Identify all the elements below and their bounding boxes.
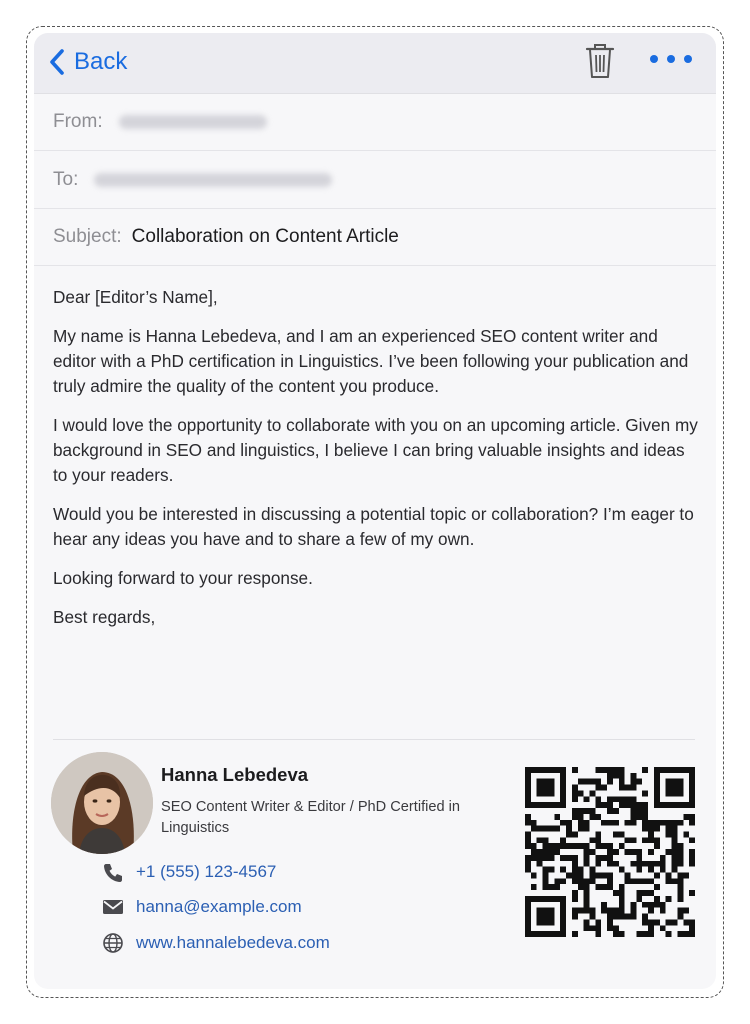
qr-code-icon <box>525 767 695 937</box>
closing-line: Looking forward to your response. <box>53 568 313 588</box>
back-button[interactable] <box>48 45 127 79</box>
signature-divider <box>53 739 695 740</box>
dot-icon <box>650 55 658 63</box>
back-label: Back <box>74 48 128 75</box>
website-link[interactable] <box>102 932 330 954</box>
email-body <box>53 285 703 644</box>
email-address: hanna@example.com <box>136 897 302 916</box>
website-url: www.hannalebedeva.com <box>136 933 330 952</box>
phone-number: +1 (555) 123-4567 <box>136 862 277 881</box>
subject-row <box>34 208 716 266</box>
more-options-button[interactable] <box>650 47 692 71</box>
trash-icon <box>584 42 616 80</box>
phone-icon <box>102 861 124 883</box>
phone-link[interactable] <box>102 861 276 883</box>
from-label: From: <box>53 110 103 132</box>
signature-title: SEO Content Writer & Editor / PhD Certified in Linguistics <box>161 799 461 836</box>
redacted-recipient <box>94 173 332 187</box>
body-paragraph: I would love the opportunity to collaborate with you on an upcoming article. Given my background in SEO and linguistics, I believe I can bring valuable insights and ideas to your readers. <box>53 415 698 485</box>
email-card <box>34 33 716 989</box>
dot-icon <box>667 55 675 63</box>
greeting: Dear [Editor’s Name], <box>53 287 218 307</box>
from-row <box>34 93 716 151</box>
avatar-portrait <box>51 752 153 854</box>
body-paragraph: My name is Hanna Lebedeva, and I am an experienced SEO content writer and editor with a PhD certification in Linguistics. I’ve been following your publication and truly admire the quality of the content you produce. <box>53 326 689 396</box>
globe-icon <box>102 932 124 954</box>
avatar <box>51 752 153 854</box>
subject-value: Collaboration on Content Article <box>131 225 399 247</box>
email-link[interactable] <box>102 896 302 918</box>
chevron-left-icon <box>48 48 66 76</box>
envelope-icon <box>102 896 124 918</box>
body-paragraph: Would you be interested in discussing a potential topic or collaboration? I’m eager to hear any ideas you have and to share a few of my own. <box>53 504 694 549</box>
to-label: To: <box>53 168 79 190</box>
subject-label: Subject: <box>53 225 122 247</box>
dot-icon <box>684 55 692 63</box>
delete-button[interactable] <box>584 42 616 80</box>
nav-bar <box>34 33 716 94</box>
redacted-sender <box>119 115 267 129</box>
signature-name: Hanna Lebedeva <box>161 764 309 785</box>
sign-off: Best regards, <box>53 607 156 627</box>
to-row <box>34 151 716 209</box>
